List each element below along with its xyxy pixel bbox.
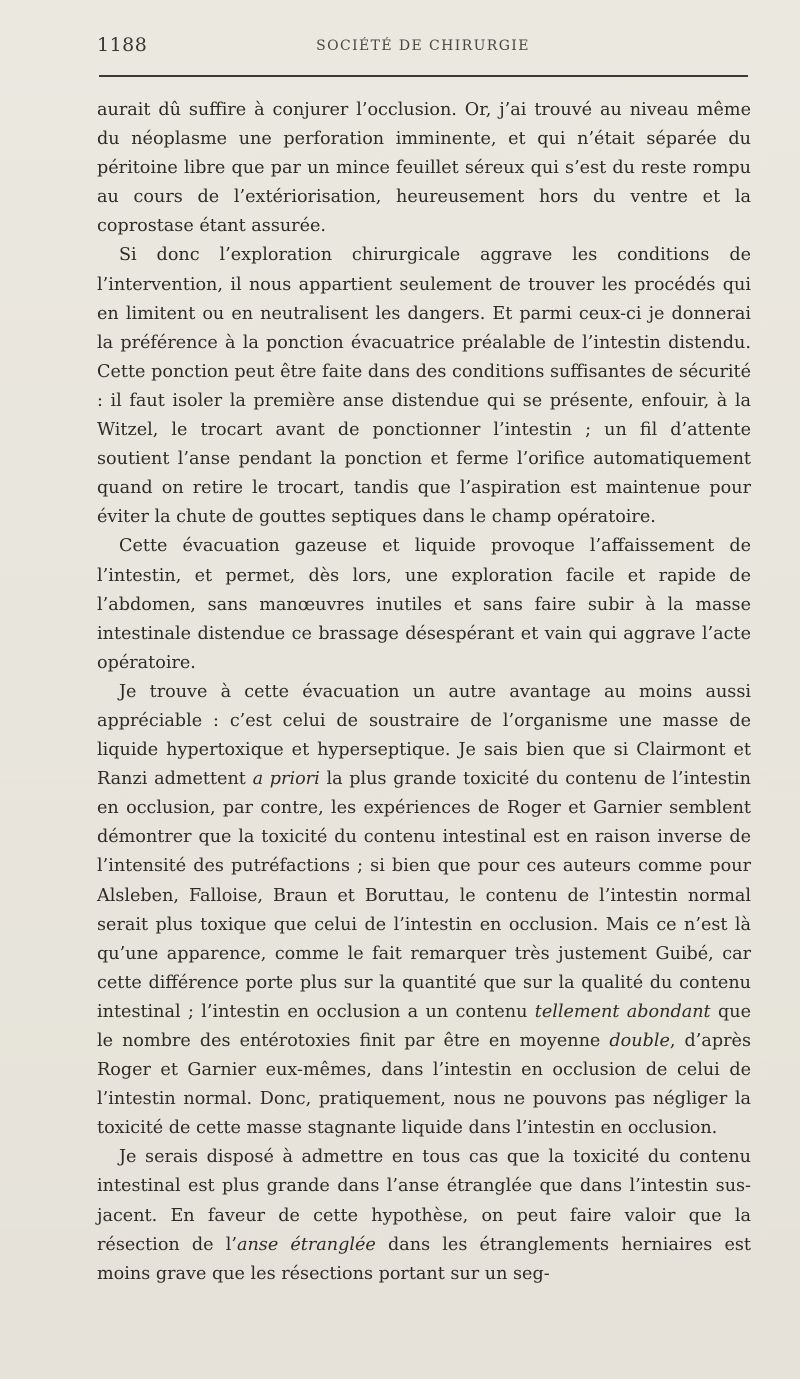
text-segment: Si donc l’exploration chirurgicale aggrave les conditions de l’intervention, il nous appartient seulement de trouver les procédés qui en limitent ou en neutralisent les dangers. Et parmi ceux-ci je donnerai la préférence à la ponction évacuatrice préalable de l’intestin distendu. Cette ponction peut être faite dans des conditions suffisantes de sécurité : il faut isoler la première anse distendue qui se présente, enfouir, à la Witzel, le trocart avant de ponctionner l’intestin ; un fil d’attente soutient l’anse pendant la ponction et ferme l’orifice automatiquement quand on retire le trocart, tandis que l’aspiration est maintenue pour éviter la chute de gouttes septiques dans le champ opératoire. (97, 245, 751, 528)
text-segment: aurait dû suffire à conjurer l’occlusion. Or, j’ai trouvé au niveau même du néoplasme une perforation imminente, et qui n’était séparée du péritoine libre que par un mince feuillet séreux qui s’est du reste rompu au cours de l’extériorisation, heureusement hors du ventre et la coprostase étant assurée. (97, 100, 751, 237)
italic-text: a priori (252, 769, 320, 790)
italic-text: double (609, 1031, 670, 1051)
paragraph (97, 96, 751, 241)
text-segment: Je trouve à cette évacuation un autre avantage au moins aussi appréciable : c’est celui de soustraire de l’organisme une masse de liquide hypertoxique et hyperseptique. Je sais bien que si Clairmont et Ranzi admettent (97, 681, 751, 790)
paragraph (97, 532, 751, 677)
text-segment: la plus grande toxicité du contenu de l’intestin en occlusion, par contre, les expériences de Roger et Garnier semblent démontrer que la toxicité du contenu intestinal est en raison inverse de l’intensité des putréfactions ; si bien que pour ces auteurs comme pour Alsleben, Falloise, Braun et Boruttau, le contenu de l’intestin normal serait plus toxique que celui de l’intestin en occlusion. Mais ce n’est là qu’une apparence, comme le fait remarquer très justement Guibé, car cette différence porte plus sur la quantité que sur la qualité du contenu intestinal ; l’intestin en occlusion a un contenu (97, 769, 752, 1022)
paragraph (97, 241, 751, 532)
paragraph (97, 678, 751, 1144)
text-segment: Cette évacuation gazeuse et liquide provoque l’affaissement de l’intestin, et permet, dès lors, une exploration facile et rapide de l’abdomen, sans manœuvres inutiles et sans faire subir à la masse intestinale distendue ce brassage désespérant et vain qui aggrave l’acte opératoire. (97, 536, 751, 673)
text-segment: Je serais disposé à admettre en tous cas que la toxicité du contenu intestinal est plus grande dans l’anse étranglée que dans l’intestin sus-jacent. En faveur de cette hypothèse, on peut faire valoir que la résection de l’ (97, 1147, 751, 1255)
paragraph (97, 1143, 751, 1288)
page-header (97, 34, 749, 64)
text-segment: , d’après Roger et Garnier eux-mêmes, dans l’intestin en occlusion de celui de l’intestin normal. Donc, pratiquement, nous ne pouvons pas négliger la toxicité de cette masse stagnante liquide dans l’intestin en occlusion. (97, 1031, 751, 1139)
text-segment: que le nombre des entérotoxies finit par être en moyenne (97, 1001, 751, 1051)
italic-text: tellement abondant (534, 1001, 711, 1022)
italic-text: anse étranglée (236, 1234, 376, 1255)
text-segment: dans les étranglements herniaires est moins grave que les résections portant sur un seg- (97, 1234, 751, 1284)
running-title: SOCIÉTÉ DE CHIRURGIE (316, 38, 530, 54)
body-text (97, 96, 751, 1289)
page-number: 1188 (97, 34, 148, 56)
header-rule (99, 75, 748, 77)
